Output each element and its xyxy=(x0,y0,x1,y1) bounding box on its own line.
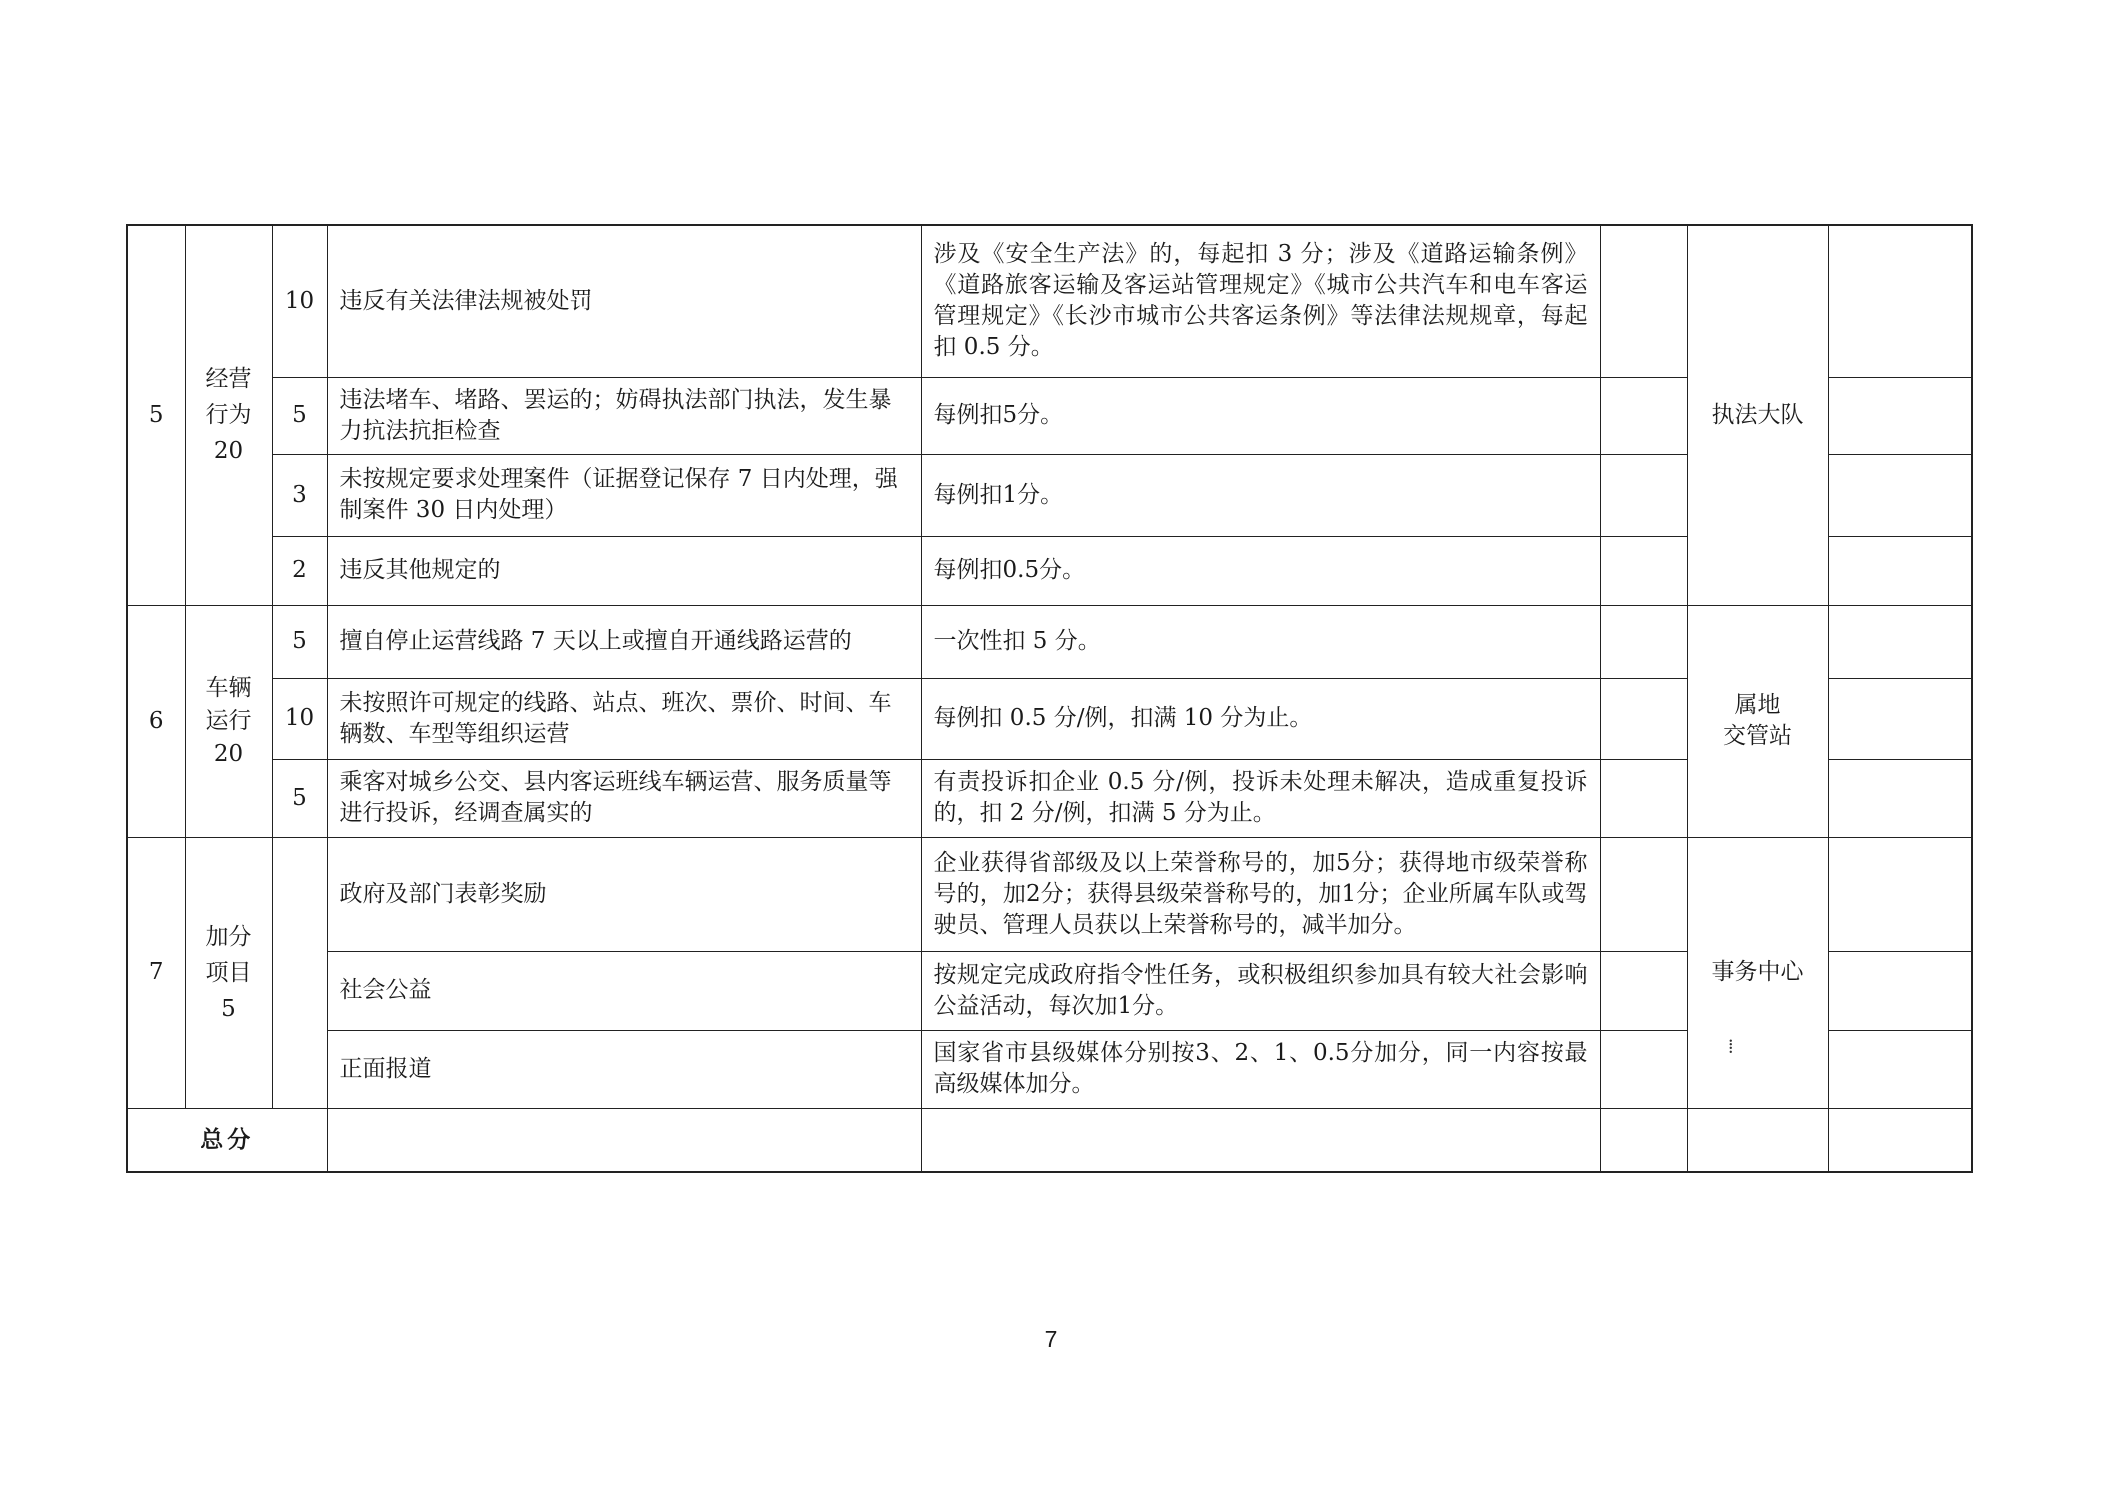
group-category: 车辆 运行 20 xyxy=(185,605,272,837)
blank-cell xyxy=(1600,1030,1687,1108)
row-item: 社会公益 xyxy=(327,951,921,1030)
scoring-table xyxy=(126,224,1973,1173)
row-points: 5 xyxy=(272,377,327,454)
group-category: 加分 项目 5 xyxy=(185,837,272,1108)
blank-cell xyxy=(1828,837,1972,951)
total-label: 总分 xyxy=(127,1108,327,1172)
group-department: 属地 交管站 xyxy=(1687,605,1828,837)
row-item: 违反有关法律法规被处罚 xyxy=(327,225,921,377)
row-criteria: 国家省市县级媒体分别按3、2、1、0.5分加分，同一内容按最高级媒体加分。 xyxy=(921,1030,1600,1108)
group-number: 5 xyxy=(127,225,185,605)
row-points: 5 xyxy=(272,605,327,678)
row-points: 10 xyxy=(272,678,327,759)
blank-cell xyxy=(1828,377,1972,454)
blank-cell xyxy=(1687,1108,1828,1172)
row-item: 擅自停止运营线路 7 天以上或擅自开通线路运营的 xyxy=(327,605,921,678)
blank-cell xyxy=(327,1108,921,1172)
row-criteria: 一次性扣 5 分。 xyxy=(921,605,1600,678)
row-criteria: 企业获得省部级及以上荣誉称号的，加5分；获得地市级荣誉称号的，加2分；获得县级荣誉称号的，加1分；企业所属车队或驾驶员、管理人员获以上荣誉称号的，减半加分。 xyxy=(921,837,1600,951)
page-number: 7 xyxy=(1044,1326,1058,1352)
table-row xyxy=(127,225,1972,377)
blank-cell xyxy=(1600,1108,1687,1172)
row-points: 5 xyxy=(272,759,327,837)
blank-cell xyxy=(1600,837,1687,951)
blank-cell xyxy=(1600,605,1687,678)
blank-cell xyxy=(1828,605,1972,678)
blank-cell xyxy=(1828,1030,1972,1108)
blank-cell xyxy=(1600,678,1687,759)
row-criteria: 按规定完成政府指令性任务，或积极组织参加具有较大社会影响公益活动，每次加1分。 xyxy=(921,951,1600,1030)
table-row xyxy=(127,605,1972,678)
row-criteria: 每例扣 0.5 分/例，扣满 10 分为止。 xyxy=(921,678,1600,759)
blank-cell xyxy=(1600,377,1687,454)
blank-cell xyxy=(1828,454,1972,536)
row-item: 未按规定要求处理案件（证据登记保存 7 日内处理，强制案件 30 日内处理） xyxy=(327,454,921,536)
row-points xyxy=(272,837,327,1108)
group-number: 6 xyxy=(127,605,185,837)
total-row xyxy=(127,1108,1972,1172)
group-department: 事务中心 xyxy=(1687,837,1828,1108)
row-points: 3 xyxy=(272,454,327,536)
row-item: 违反其他规定的 xyxy=(327,536,921,605)
row-item: 正面报道 xyxy=(327,1030,921,1108)
blank-cell xyxy=(1828,1108,1972,1172)
row-item: 政府及部门表彰奖励 xyxy=(327,837,921,951)
blank-cell xyxy=(1600,951,1687,1030)
row-points: 2 xyxy=(272,536,327,605)
blank-cell xyxy=(1600,536,1687,605)
group-number: 7 xyxy=(127,837,185,1108)
row-item: 未按照许可规定的线路、站点、班次、票价、时间、车辆数、车型等组织运营 xyxy=(327,678,921,759)
group-department: 执法大队 xyxy=(1687,225,1828,605)
row-criteria: 每例扣0.5分。 xyxy=(921,536,1600,605)
row-criteria: 每例扣5分。 xyxy=(921,377,1600,454)
row-item: 乘客对城乡公交、县内客运班线车辆运营、服务质量等进行投诉，经调查属实的 xyxy=(327,759,921,837)
row-points: 10 xyxy=(272,225,327,377)
row-item: 违法堵车、堵路、罢运的；妨碍执法部门执法，发生暴力抗法抗拒检查 xyxy=(327,377,921,454)
group-category: 经营 行为 20 xyxy=(185,225,272,605)
row-criteria: 有责投诉扣企业 0.5 分/例，投诉未处理未解决，造成重复投诉的，扣 2 分/例，扣满 5 分为止。 xyxy=(921,759,1600,837)
blank-cell xyxy=(1600,225,1687,377)
blank-cell xyxy=(921,1108,1600,1172)
row-criteria: 涉及《安全生产法》的，每起扣 3 分；涉及《道路运输条例》《道路旅客运输及客运站管理规定》《城市公共汽车和电车客运管理规定》《长沙市城市公共客运条例》等法律法规规章，每起扣 0.5 分。 xyxy=(921,225,1600,377)
blank-cell xyxy=(1828,678,1972,759)
scan-mark: ⁞ xyxy=(1728,1034,1734,1058)
table-row xyxy=(127,837,1972,951)
blank-cell xyxy=(1828,759,1972,837)
blank-cell xyxy=(1600,759,1687,837)
blank-cell xyxy=(1600,454,1687,536)
blank-cell xyxy=(1828,536,1972,605)
blank-cell xyxy=(1828,225,1972,377)
row-criteria: 每例扣1分。 xyxy=(921,454,1600,536)
blank-cell xyxy=(1828,951,1972,1030)
